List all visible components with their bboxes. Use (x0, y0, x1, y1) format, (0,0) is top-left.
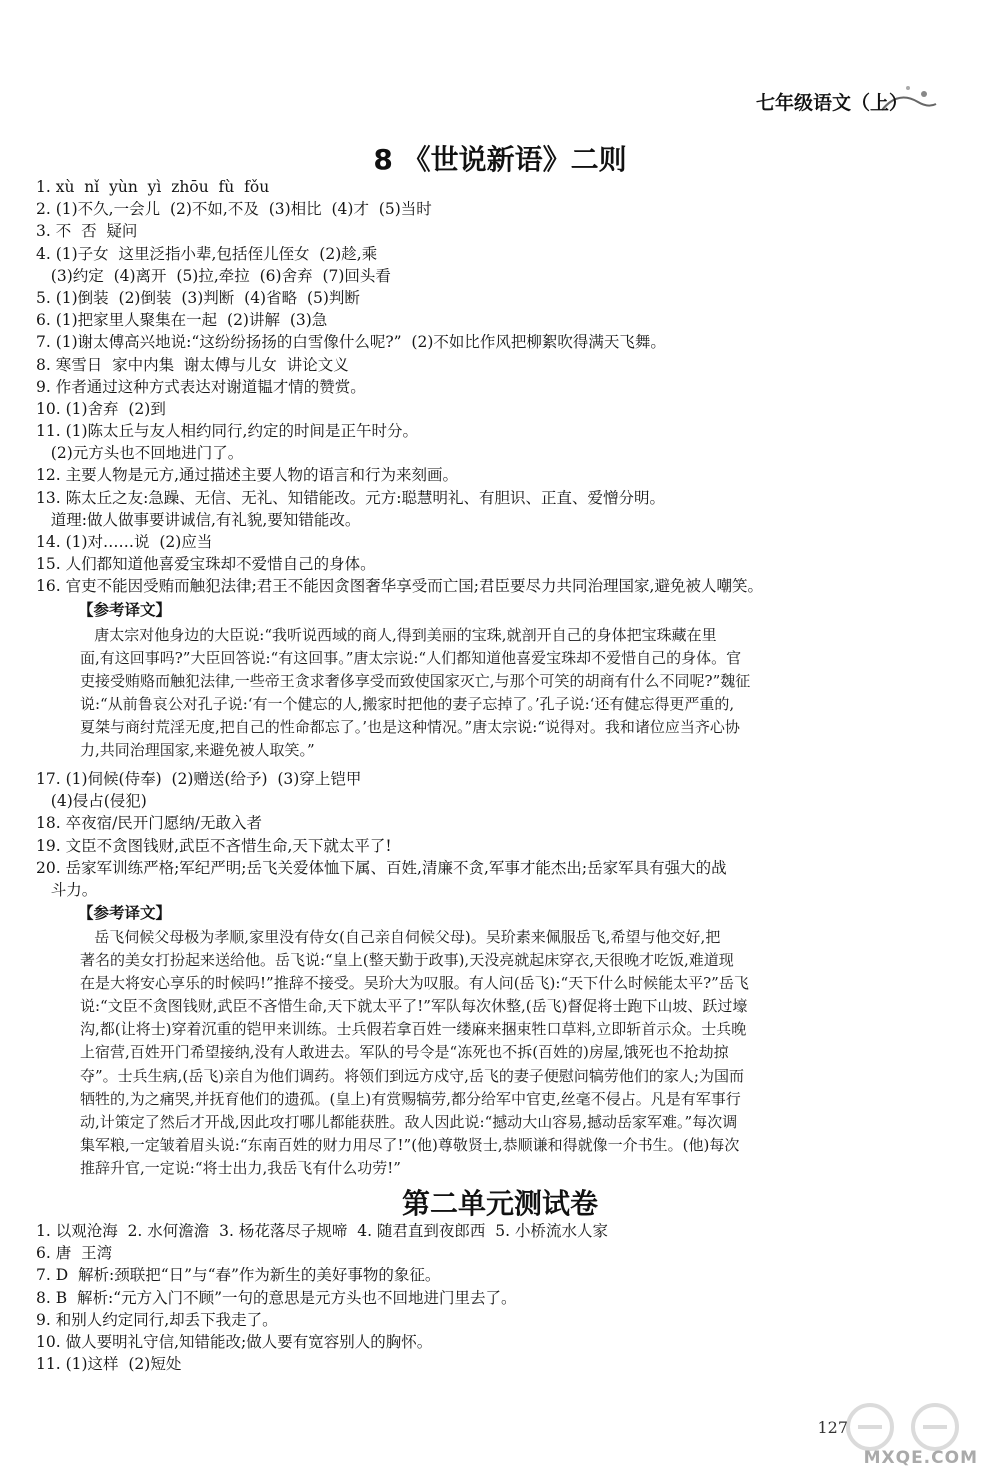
page-number: 127 (817, 1418, 848, 1437)
translation-line: 牺牲的,为之痛哭,并抚育他们的遗孤。(皇上)有赏赐犒劳,都分给军中官吏,丝毫不侵占。凡是有军事行 (80, 1089, 741, 1108)
answer-line: 13. 陈太丘之友:急躁、无信、无礼、知错能改。元方:聪慧明礼、有胆识、正直、爱憎分明。 (36, 488, 666, 507)
reference-heading-block (36, 599, 936, 621)
answer-line: 斗力。 (36, 880, 98, 899)
unit-test-answers (36, 1220, 936, 1375)
watermark-text: MXQE.COM (863, 1448, 978, 1468)
answer-list-part1 (36, 176, 936, 598)
translation-line: 说:“从前鲁哀公对孔子说:‘有一个健忘的人,搬家时把他的妻子忘掉了。’孔子说:‘还有健忘得更严重的, (80, 695, 735, 714)
answer-line: 16. 官吏不能因受贿而触犯法律;君王不能因贪图奢华享受而亡国;君臣要尽力共同治理国家,避免被人嘲笑。 (36, 577, 763, 596)
answer-line: 14. (1)对……说 (2)应当 (36, 533, 213, 551)
answer-line: 19. 文臣不贪图钱财,武臣不吝惜生命,天下就太平了! (36, 836, 392, 855)
answer-line: 9. 和别人约定同行,却丢下我走了。 (36, 1310, 278, 1329)
answer-line: 5. (1)倒装 (2)倒装 (3)判断 (4)省略 (5)判断 (36, 288, 360, 307)
answer-line: 12. 主要人物是元方,通过描述主要人物的语言和行为来刻画。 (36, 466, 459, 485)
translation-line: 沟,都(让将士)穿着沉重的铠甲来训练。士兵假若拿百姓一缕麻来捆束牲口草料,立即斩首示众。士兵晚 (80, 1020, 747, 1039)
translation-line: 上宿营,百姓开门希望接纳,没有人敢进去。军队的号令是“冻死也不拆(百姓的)房屋,饿死也不抢劫掠 (80, 1043, 729, 1062)
translation-line: 面,有这回事吗?”大臣回答说:“有这回事。”唐太宗说:“人们都知道他喜爱宝珠却不爱惜自己的身体。官 (80, 649, 742, 668)
answer-line: 10. 做人要明礼守信,知错能改;做人要有宽容别人的胸怀。 (36, 1332, 433, 1351)
answer-line: 9. 作者通过这种方式表达对谢道韫才情的赞赏。 (36, 377, 366, 396)
answer-line: 7. (1)谢太傅高兴地说:“这纷纷扬扬的白雪像什么呢?” (2)不如比作风把柳絮吹得满天飞舞。 (36, 333, 666, 352)
translation-line: 夏桀与商纣荒淫无度,把自己的性命都忘了。’也是这种情况。”唐太宗说:“说得对。我和诸位应当齐心协 (80, 718, 740, 737)
section-title: 8 《世说新语》二则 (373, 143, 627, 176)
reference-heading-block-2 (36, 902, 936, 924)
translation-line: 吏接受贿赂而触犯法律,一些帝王贪求奢侈享受而致使国家灭亡,与那个可笑的胡商有什么不同呢?”魏征 (80, 672, 751, 691)
answer-line: 4. (1)子女 这里泛指小辈,包括侄儿侄女 (2)趁,乘 (36, 244, 378, 263)
translation-line: 集军粮,一定皱着眉头说:“东南百姓的财力用尽了!”(他)尊敬贤士,恭顺谦和得就像一介书生。(他)每次 (80, 1135, 740, 1154)
translation-line: 在是大将安心享乐的时候吗!”推辞不接受。吴玠大为叹服。有人问(岳飞):“天下什么时候能太平?”岳飞 (80, 974, 749, 993)
unit-test-title: 第二单元测试卷 (401, 1187, 598, 1220)
answer-line: 18. 卒夜宿/民开门愿纳/无敢入者 (36, 814, 263, 833)
reference-translation-heading: 【参考译文】 (78, 600, 172, 619)
translation-line: 动,计策定了然后才开战,因此攻打哪儿都能获胜。敌人因此说:“撼动大山容易,撼动岳家军难。”每次调 (80, 1112, 738, 1131)
translation-line: 夺”。士兵生病,(岳飞)亲自为他们调药。将领们到远方戍守,岳飞的妻子便慰问犒劳他们的家人;为国而 (80, 1066, 744, 1085)
translation-line: 著名的美女打扮起来送给他。岳飞说:“皇上(整天勤于政事),天没亮就起床穿衣,天很晚才吃饭,难道现 (80, 951, 734, 970)
answer-line: 15. 人们都知道他喜爱宝珠却不爱惜自己的身体。 (36, 555, 376, 574)
answer-line: 8. 寒雪日 家中内集 谢太傅与儿女 讲论文义 (36, 355, 349, 374)
answer-line: 6. 唐 王湾 (36, 1244, 113, 1263)
answer-line: (2)元方头也不回地进门了。 (36, 444, 244, 463)
translation-line: 推辞升官,一定说:“将士出力,我岳飞有什么功劳!” (80, 1158, 401, 1177)
answer-line: 2. (1)不久,一会儿 (2)不如,不及 (3)相比 (4)才 (5)当时 (36, 200, 432, 219)
answer-line: 8. B 解析:“元方入门不顾”一句的意思是元方头也不回地进门里去了。 (36, 1288, 517, 1307)
answer-line: 10. (1)舍弃 (2)到 (36, 399, 166, 418)
answer-line: (3)约定 (4)离开 (5)拉,牵拉 (6)舍弃 (7)回头看 (36, 266, 391, 285)
answer-line: 3. 不 否 疑问 (36, 222, 138, 241)
translation-line: 说:“文臣不贪图钱财,武臣不吝惜生命,天下就太平了!”军队每次休整,(岳飞)督促将士跑下山坡、跃过壕 (80, 997, 748, 1016)
answer-line: 20. 岳家军训练严格;军纪严明;岳飞关爱体恤下属、百姓,清廉不贪,军事才能杰出;岳家军具有强大的战 (36, 858, 727, 877)
answer-line: (4)侵占(侵犯) (36, 792, 147, 811)
translation-line: 唐太宗对他身边的大臣说:“我听说西域的商人,得到美丽的宝珠,就剖开自己的身体把宝珠藏在里 (80, 626, 717, 644)
answer-line: 道理:做人做事要讲诚信,有礼貌,要知错能改。 (36, 510, 361, 529)
answer-list-part2 (36, 768, 936, 901)
reference-translation-2 (80, 926, 902, 1180)
answer-line: 7. D 解析:颈联把“日”与“春”作为新生的美好事物的象征。 (36, 1266, 441, 1285)
answer-line: 1. 以观沧海 2. 水何澹澹 3. 杨花落尽子规啼 4. 随君直到夜郎西 5. 小桥流水人家 (36, 1222, 608, 1240)
answer-line: 11. (1)这样 (2)短处 (36, 1355, 182, 1374)
reference-translation-1 (80, 624, 902, 763)
answer-line: 17. (1)伺候(侍奉) (2)赠送(给予) (3)穿上铠甲 (36, 770, 362, 788)
header-badge: 七年级语文（上） (755, 92, 908, 114)
translation-line: 岳飞伺候父母极为孝顺,家里没有侍女(自己亲自伺候父母)。吴玠素来佩服岳飞,希望与他交好,把 (80, 928, 721, 946)
answer-line: 11. (1)陈太丘与友人相约同行,约定的时间是正午时分。 (36, 422, 418, 441)
answer-line: 6. (1)把家里人聚集在一起 (2)讲解 (3)急 (36, 311, 328, 330)
translation-line: 力,共同治理国家,来避免被人取笑。” (80, 741, 315, 760)
answer-line: 1. xù nǐ yùn yì zhōu fù fǒu (36, 178, 270, 196)
reference-translation-heading-2: 【参考译文】 (78, 903, 172, 922)
